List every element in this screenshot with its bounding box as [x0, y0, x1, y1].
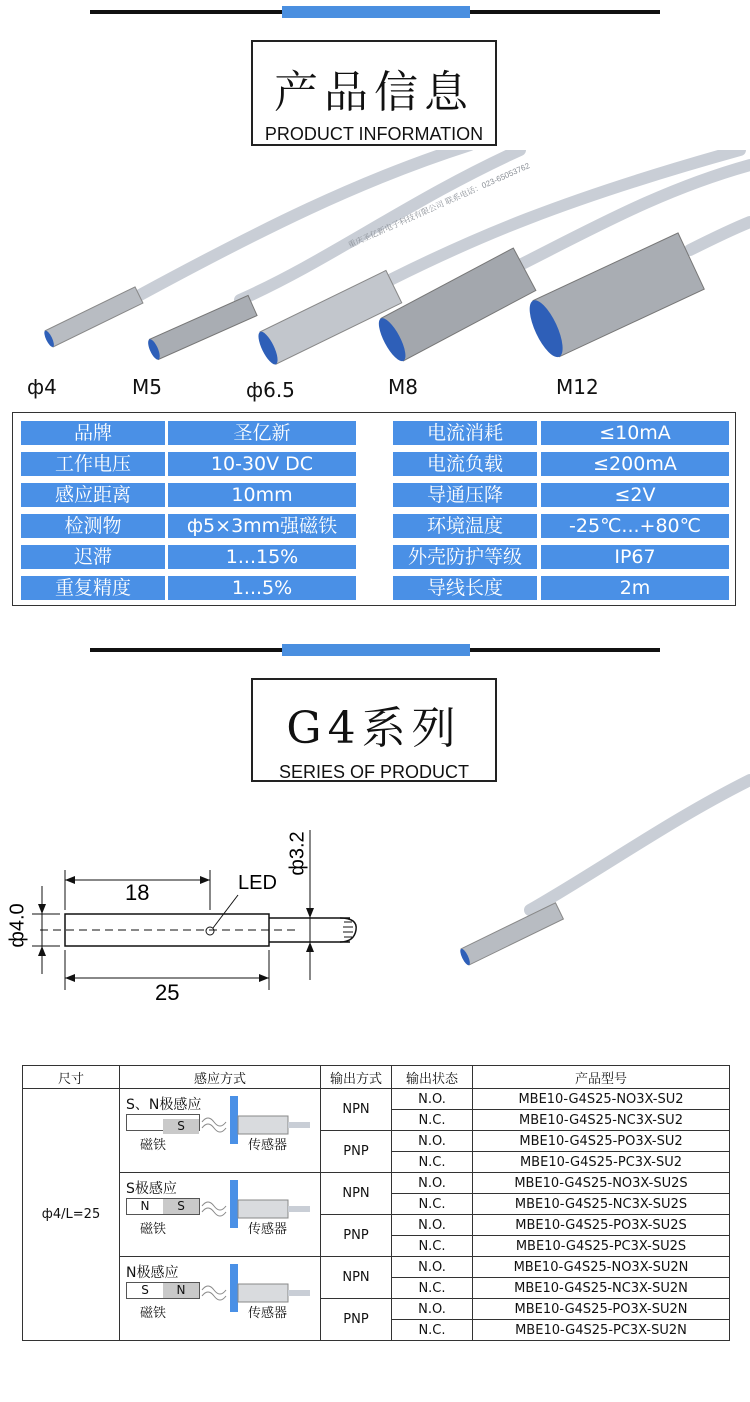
- col-header: 输出方式: [321, 1066, 392, 1089]
- output-type-cell: PNP: [321, 1215, 392, 1257]
- series-title-box: [251, 678, 497, 782]
- model-cell: MBE10-G4S25-NO3X-SU2: [473, 1089, 730, 1110]
- output-state-cell: N.O.: [392, 1131, 473, 1152]
- model-cell: MBE10-G4S25-NO3X-SU2S: [473, 1173, 730, 1194]
- size-cell: ф4/L=25: [23, 1089, 120, 1341]
- table-row: [23, 1089, 730, 1110]
- spec-value: -25℃...+80℃: [541, 514, 729, 538]
- output-state-cell: N.C.: [392, 1110, 473, 1131]
- spec-label: 外壳防护等级: [393, 545, 537, 569]
- model-table-header: [23, 1066, 730, 1089]
- section-title-cn: 产品信息: [274, 67, 474, 118]
- spec-label: 检测物: [21, 514, 165, 538]
- g4-product-photo: [440, 770, 750, 980]
- magnet-label: 磁铁: [140, 1137, 167, 1153]
- magnet-icon: S N: [126, 1282, 200, 1299]
- spec-value: 10mm: [168, 483, 356, 507]
- model-cell: MBE10-G4S25-NC3X-SU2N: [473, 1278, 730, 1299]
- sensor-label: 传感器: [248, 1137, 288, 1153]
- col-header: 产品型号: [473, 1066, 730, 1089]
- sensing-label: S极感应: [126, 1180, 177, 1197]
- sensing-diagram-cell: [120, 1089, 321, 1173]
- model-cell: MBE10-G4S25-NO3X-SU2N: [473, 1257, 730, 1278]
- output-state-cell: N.C.: [392, 1236, 473, 1257]
- model-table: [22, 1065, 730, 1341]
- size-label-m8: M8: [388, 375, 418, 399]
- col-header: 感应方式: [120, 1066, 321, 1089]
- model-cell: MBE10-G4S25-PO3X-SU2S: [473, 1215, 730, 1236]
- section-title-box: [251, 40, 497, 146]
- col-header: 输出状态: [392, 1066, 473, 1089]
- spec-value: 2m: [541, 576, 729, 600]
- sensor-label: 传感器: [248, 1305, 288, 1321]
- output-type-cell: PNP: [321, 1299, 392, 1341]
- product-photo: [0, 150, 750, 410]
- output-state-cell: N.O.: [392, 1089, 473, 1110]
- output-type-cell: PNP: [321, 1131, 392, 1173]
- model-cell: MBE10-G4S25-NC3X-SU2S: [473, 1194, 730, 1215]
- output-state-cell: N.O.: [392, 1173, 473, 1194]
- sensing-diagram-cell: [120, 1257, 321, 1341]
- magnet-icon: S: [126, 1114, 200, 1131]
- spec-value: 圣亿新: [168, 421, 356, 445]
- model-cell: MBE10-G4S25-PC3X-SU2N: [473, 1320, 730, 1341]
- output-state-cell: N.O.: [392, 1257, 473, 1278]
- dimension-drawing: [0, 790, 380, 1020]
- section-title-en: PRODUCT INFORMATION: [264, 124, 484, 144]
- table-row: [23, 1257, 730, 1278]
- output-state-cell: N.C.: [392, 1278, 473, 1299]
- model-cell: MBE10-G4S25-PC3X-SU2S: [473, 1236, 730, 1257]
- spec-label: 品牌: [21, 421, 165, 445]
- size-label-phi4: ф4: [27, 375, 57, 399]
- output-state-cell: N.C.: [392, 1152, 473, 1173]
- spec-label: 重复精度: [21, 576, 165, 600]
- size-label-phi65: ф6.5: [246, 378, 295, 402]
- spec-value: IP67: [541, 545, 729, 569]
- sensing-label: S、N极感应: [126, 1096, 202, 1113]
- spec-value: ф5×3mm强磁铁: [168, 514, 356, 538]
- spec-value: 1...15%: [168, 545, 356, 569]
- sensor-label: 传感器: [248, 1221, 288, 1237]
- spec-value: 1...5%: [168, 576, 356, 600]
- output-type-cell: NPN: [321, 1173, 392, 1215]
- magnet-label: 磁铁: [140, 1305, 167, 1321]
- spec-value: ≤10mA: [541, 421, 729, 445]
- sensor-phi4-icon: [42, 287, 142, 348]
- spec-value: ≤2V: [541, 483, 729, 507]
- spec-label: 环境温度: [393, 514, 537, 538]
- output-type-cell: NPN: [321, 1089, 392, 1131]
- output-state-cell: N.C.: [392, 1320, 473, 1341]
- dim-phi4-label: ф4.0: [6, 903, 29, 948]
- table-row: [23, 1173, 730, 1194]
- dim-phi32-label: ф3.2: [286, 831, 309, 876]
- series-title-cn: G4系列: [286, 703, 462, 754]
- cable-print-text: 重庆圣亿新电子科技有限公司 联系电话：023-65053762: [346, 161, 532, 250]
- model-cell: MBE10-G4S25-NC3X-SU2: [473, 1110, 730, 1131]
- output-state-cell: N.O.: [392, 1299, 473, 1320]
- output-state-cell: N.C.: [392, 1194, 473, 1215]
- output-type-cell: NPN: [321, 1257, 392, 1299]
- spec-table: [12, 412, 736, 606]
- spec-label: 迟滞: [21, 545, 165, 569]
- model-cell: MBE10-G4S25-PO3X-SU2: [473, 1131, 730, 1152]
- spec-label: 导线长度: [393, 576, 537, 600]
- dim-25-label: 25: [155, 980, 180, 1005]
- header-rule-accent: [282, 6, 470, 18]
- series-title-en: SERIES OF PRODUCT: [278, 762, 470, 782]
- series-rule-accent: [282, 644, 470, 656]
- spec-value: ≤200mA: [541, 452, 729, 476]
- spec-label: 感应距离: [21, 483, 165, 507]
- magnet-label: 磁铁: [140, 1221, 167, 1237]
- spec-label: 导通压降: [393, 483, 537, 507]
- magnet-icon: N S: [126, 1198, 200, 1215]
- dim-18-label: 18: [125, 880, 150, 905]
- model-cell: MBE10-G4S25-PC3X-SU2: [473, 1152, 730, 1173]
- col-header: 尺寸: [23, 1066, 120, 1089]
- sensor-m8-icon: [374, 248, 536, 365]
- size-label-m12: M12: [556, 375, 599, 399]
- spec-value: 10-30V DC: [168, 452, 356, 476]
- spec-label: 工作电压: [21, 452, 165, 476]
- led-label: LED: [238, 872, 277, 894]
- size-label-m5: M5: [132, 375, 162, 399]
- sensing-diagram-cell: [120, 1173, 321, 1257]
- sensing-label: N极感应: [126, 1264, 179, 1281]
- spec-label: 电流负载: [393, 452, 537, 476]
- model-cell: MBE10-G4S25-PO3X-SU2N: [473, 1299, 730, 1320]
- spec-label: 电流消耗: [393, 421, 537, 445]
- output-state-cell: N.O.: [392, 1215, 473, 1236]
- sensor-m5-icon: [146, 295, 257, 361]
